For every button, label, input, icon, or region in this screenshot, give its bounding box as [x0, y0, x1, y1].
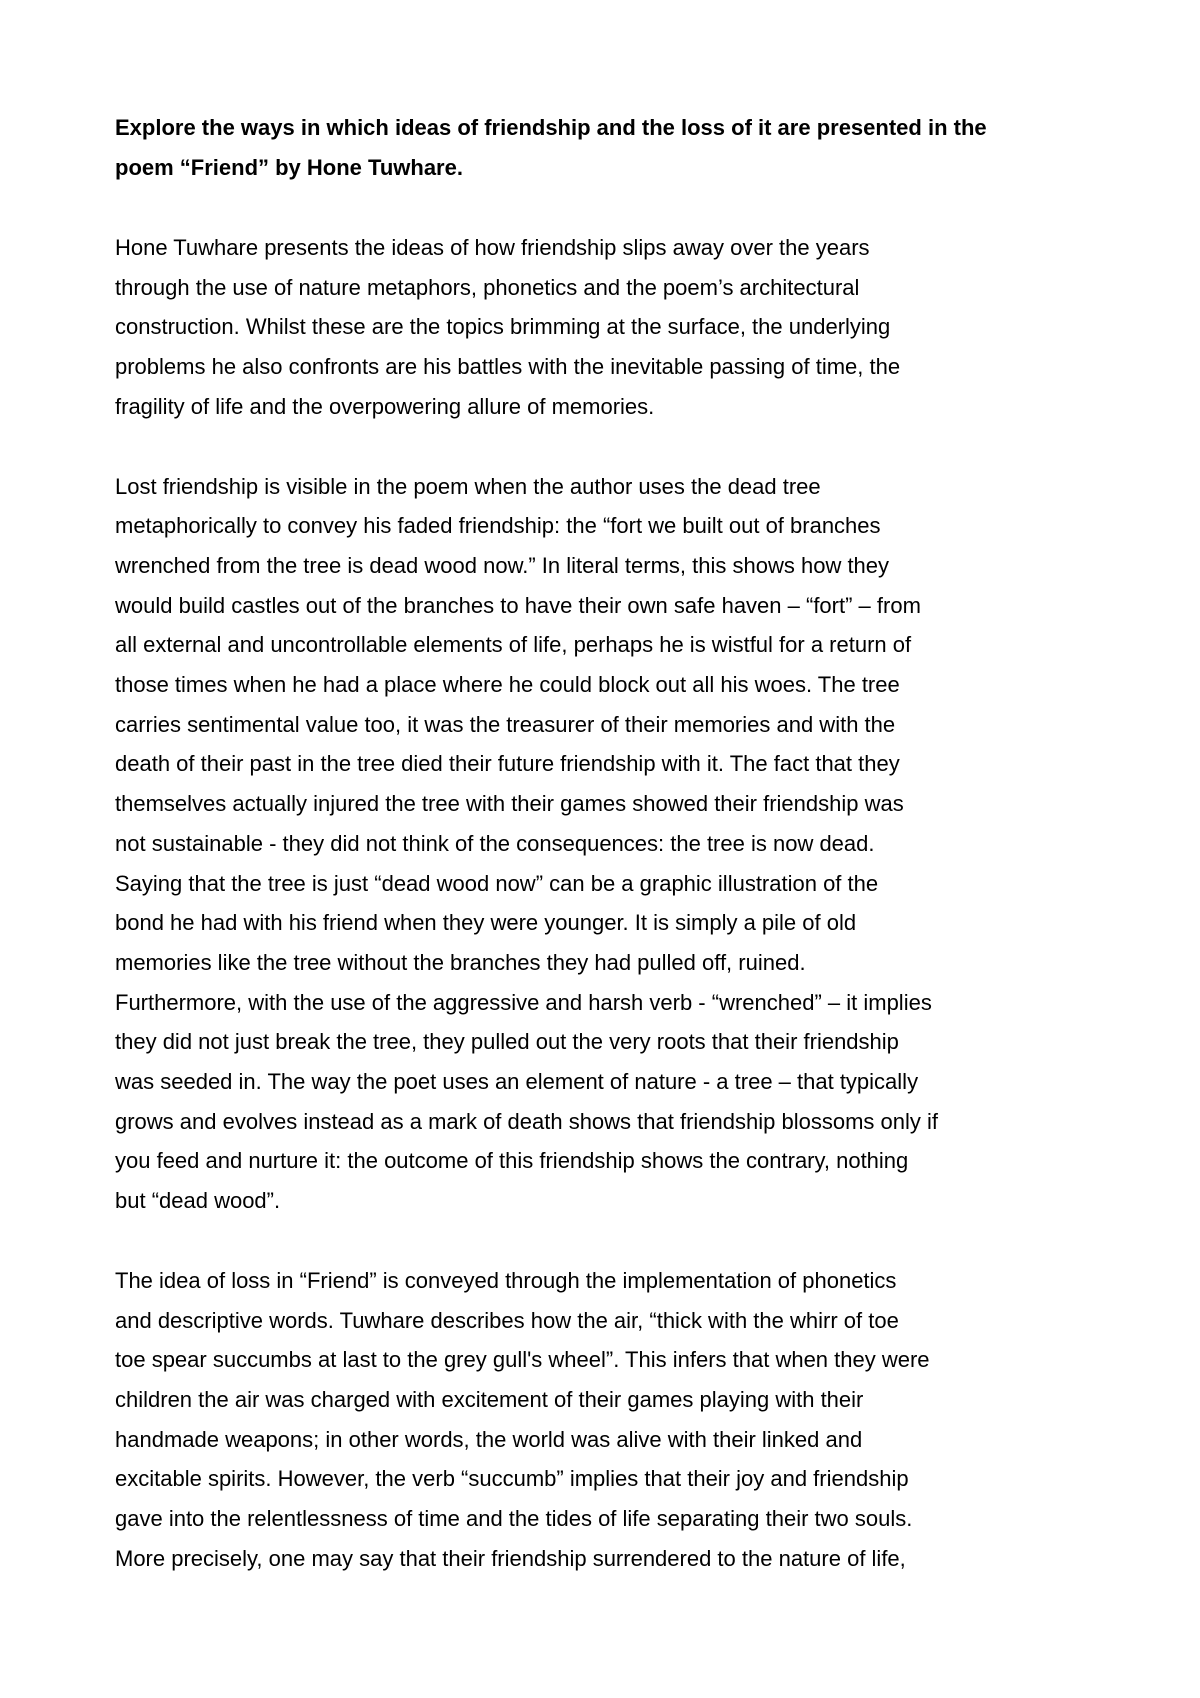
- text-line: carries sentimental value too, it was the treasurer of their memories and with the: [115, 711, 896, 737]
- text-line: gave into the relentlessness of time and the tides of life separating their two souls.: [115, 1506, 913, 1532]
- text-line: Lost friendship is visible in the poem when the author uses the dead tree: [115, 473, 821, 499]
- text-line: those times when he had a place where he could block out all his woes. The tree: [115, 672, 900, 698]
- text-line: they did not just break the tree, they pulled out the very roots that their friendship: [115, 1029, 899, 1055]
- essay-title: [115, 108, 1115, 188]
- paragraph-idea-of-loss: [115, 1261, 1115, 1579]
- text-line: and descriptive words. Tuwhare describes how the air, “thick with the whirr of toe: [115, 1307, 899, 1333]
- text-line: More precisely, one may say that their friendship surrendered to the nature of life,: [115, 1545, 906, 1571]
- text-line: not sustainable - they did not think of the consequences: the tree is now dead.: [115, 830, 875, 856]
- paragraph-intro: [115, 228, 1115, 427]
- text-line: wrenched from the tree is dead wood now.” In literal terms, this shows how they: [115, 552, 890, 578]
- text-line: Furthermore, with the use of the aggressive and harsh verb - “wrenched” – it implies: [115, 989, 932, 1015]
- text-line: was seeded in. The way the poet uses an element of nature - a tree – that typically: [115, 1069, 919, 1095]
- text-line: Hone Tuwhare presents the ideas of how friendship slips away over the years: [115, 235, 870, 260]
- document-page: [115, 108, 1115, 1579]
- paragraph-gap: [115, 188, 1115, 228]
- text-line: you feed and nurture it: the outcome of this friendship shows the contrary, nothing: [115, 1148, 909, 1174]
- text-line: problems he also confronts are his battles with the inevitable passing of time, the: [115, 354, 901, 380]
- text-line: fragility of life and the overpowering allure of memories.: [115, 393, 655, 419]
- text-line: construction. Whilst these are the topics brimming at the surface, the underlying: [115, 314, 891, 340]
- text-line: excitable spirits. However, the verb “succumb” implies that their joy and friendship: [115, 1466, 909, 1492]
- text-line: Saying that the tree is just “dead wood now” can be a graphic illustration of the: [115, 870, 879, 896]
- text-line: memories like the tree without the branches they had pulled off, ruined.: [115, 949, 806, 975]
- text-line: grows and evolves instead as a mark of death shows that friendship blossoms only if: [115, 1108, 938, 1134]
- text-line: themselves actually injured the tree with their games showed their friendship was: [115, 791, 904, 817]
- title-line: poem “Friend” by Hone Tuwhare.: [115, 155, 463, 180]
- text-line: but “dead wood”.: [115, 1188, 281, 1214]
- paragraph-gap: [115, 427, 1115, 467]
- text-line: death of their past in the tree died their future friendship with it. The fact that they: [115, 751, 900, 777]
- text-line: metaphorically to convey his faded friendship: the “fort we built out of branches: [115, 513, 881, 539]
- text-line: all external and uncontrollable elements of life, perhaps he is wistful for a return of: [115, 632, 912, 658]
- text-line: through the use of nature metaphors, phonetics and the poem’s architectural: [115, 274, 860, 300]
- text-line: children the air was charged with excitement of their games playing with their: [115, 1386, 864, 1412]
- paragraph-gap: [115, 1221, 1115, 1261]
- text-line: toe spear succumbs at last to the grey gull's wheel”. This infers that when they were: [115, 1347, 930, 1373]
- title-line: Explore the ways in which ideas of friendship and the loss of it are presented in the: [115, 115, 987, 140]
- paragraph-lost-friendship: [115, 467, 1115, 1221]
- text-line: The idea of loss in “Friend” is conveyed through the implementation of phonetics: [115, 1267, 897, 1293]
- text-line: bond he had with his friend when they were younger. It is simply a pile of old: [115, 910, 857, 936]
- text-line: handmade weapons; in other words, the world was alive with their linked and: [115, 1426, 863, 1452]
- text-line: would build castles out of the branches to have their own safe haven – “fort” – from: [115, 592, 921, 618]
